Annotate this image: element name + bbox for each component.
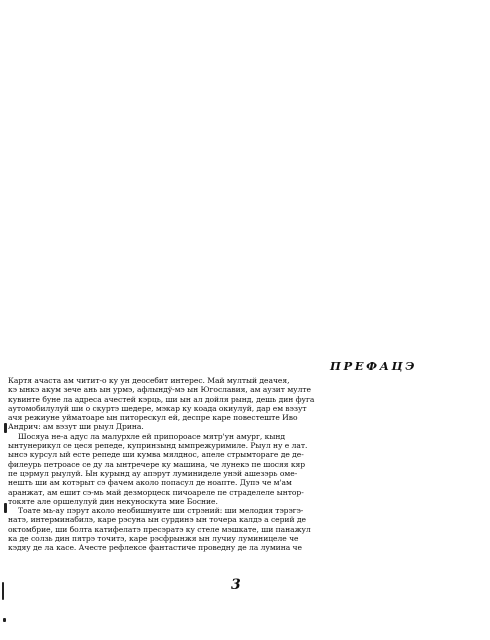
- text-line: ачя режиуне уйматоаре ын питорескул ей, деспре каре повестеште Иво: [8, 413, 298, 423]
- page-title: ПРЕФАЦЭ: [330, 359, 418, 373]
- scan-speck: [4, 503, 7, 513]
- page-number: 3: [231, 577, 241, 593]
- text-line: Андрич: ам вэзут ши рыул Дрина.: [8, 422, 144, 432]
- text-line: ынтунерикул се цеся репеде, купринзынд ымпрежуримиле. Рыул ну е лат.: [8, 441, 308, 451]
- text-line: аранжат, ам ешит сэ-мь май дезморцеск пичоареле пе страделеле ынтор-: [8, 487, 304, 497]
- text-line: филеурь петроасе се ду ла ынтречере ку машина, че лунекэ пе шосяя кяр: [8, 459, 306, 469]
- text-line: кэдяу де ла касе. Ачесте рефлексе фантастиче проведну де ла лумина че: [8, 543, 302, 553]
- text-line: Картя ачаста ам читит-о ку ун деосебит интерес. Май мултый деачея,: [8, 376, 290, 385]
- text-line: октомбрие, ши болта катифелатэ пресэратэ ку стеле мэшкате, ши панажул: [8, 524, 311, 534]
- text-line: Тоате мь-ау пэрут аколо необишнуите ши стрэний: ши мелодия тэрэгэ-: [18, 506, 304, 516]
- text-line: нешть ши ам котэрыт сэ фачем аколо попасул де ноапте. Дупэ че м'ам: [8, 478, 292, 488]
- text-line: Шосяуа не-а адус ла малурхле ей припороасе мятр'ун амург, кынд: [18, 431, 285, 441]
- text-line: ынсэ курсул ый есте репеде ши кумва мялднос, апеле стрымтораге де де-: [8, 450, 304, 460]
- text-line: ка де солзь дин пятрэ точитэ, каре рэсфрынжя ын лучиу луминицеле че: [8, 534, 299, 544]
- preface-text: [8, 376, 436, 553]
- text-line: пе цэрмул рыулуй. Ын курынд ау апэрут луминиделе унэй ашезэрь оме-: [8, 468, 298, 478]
- scan-speck: [3, 618, 6, 622]
- text-line: кувинте буне ла адреса ачестей кэрць, ши ын ал дойля рынд, дешь дин фуга: [8, 394, 315, 404]
- text-line: натэ, интерминабилэ, каре рэсуна ын сурдинэ ын точера калдэ а серий де: [8, 515, 306, 525]
- text-line: токяте але оршелулуй дин некуноскута мие Босние.: [8, 496, 218, 506]
- scan-speck: [2, 582, 4, 600]
- scan-speck: [4, 423, 7, 433]
- text-line: кэ ынкэ акум зече ань ын урмэ, афлындў-мэ ын Югославия, ам аузит мулте: [8, 385, 311, 395]
- text-line: аутомобилулуй ши о скуртэ шедере, мэкар ку коада окиулуй, дар ем вэзут: [8, 403, 307, 413]
